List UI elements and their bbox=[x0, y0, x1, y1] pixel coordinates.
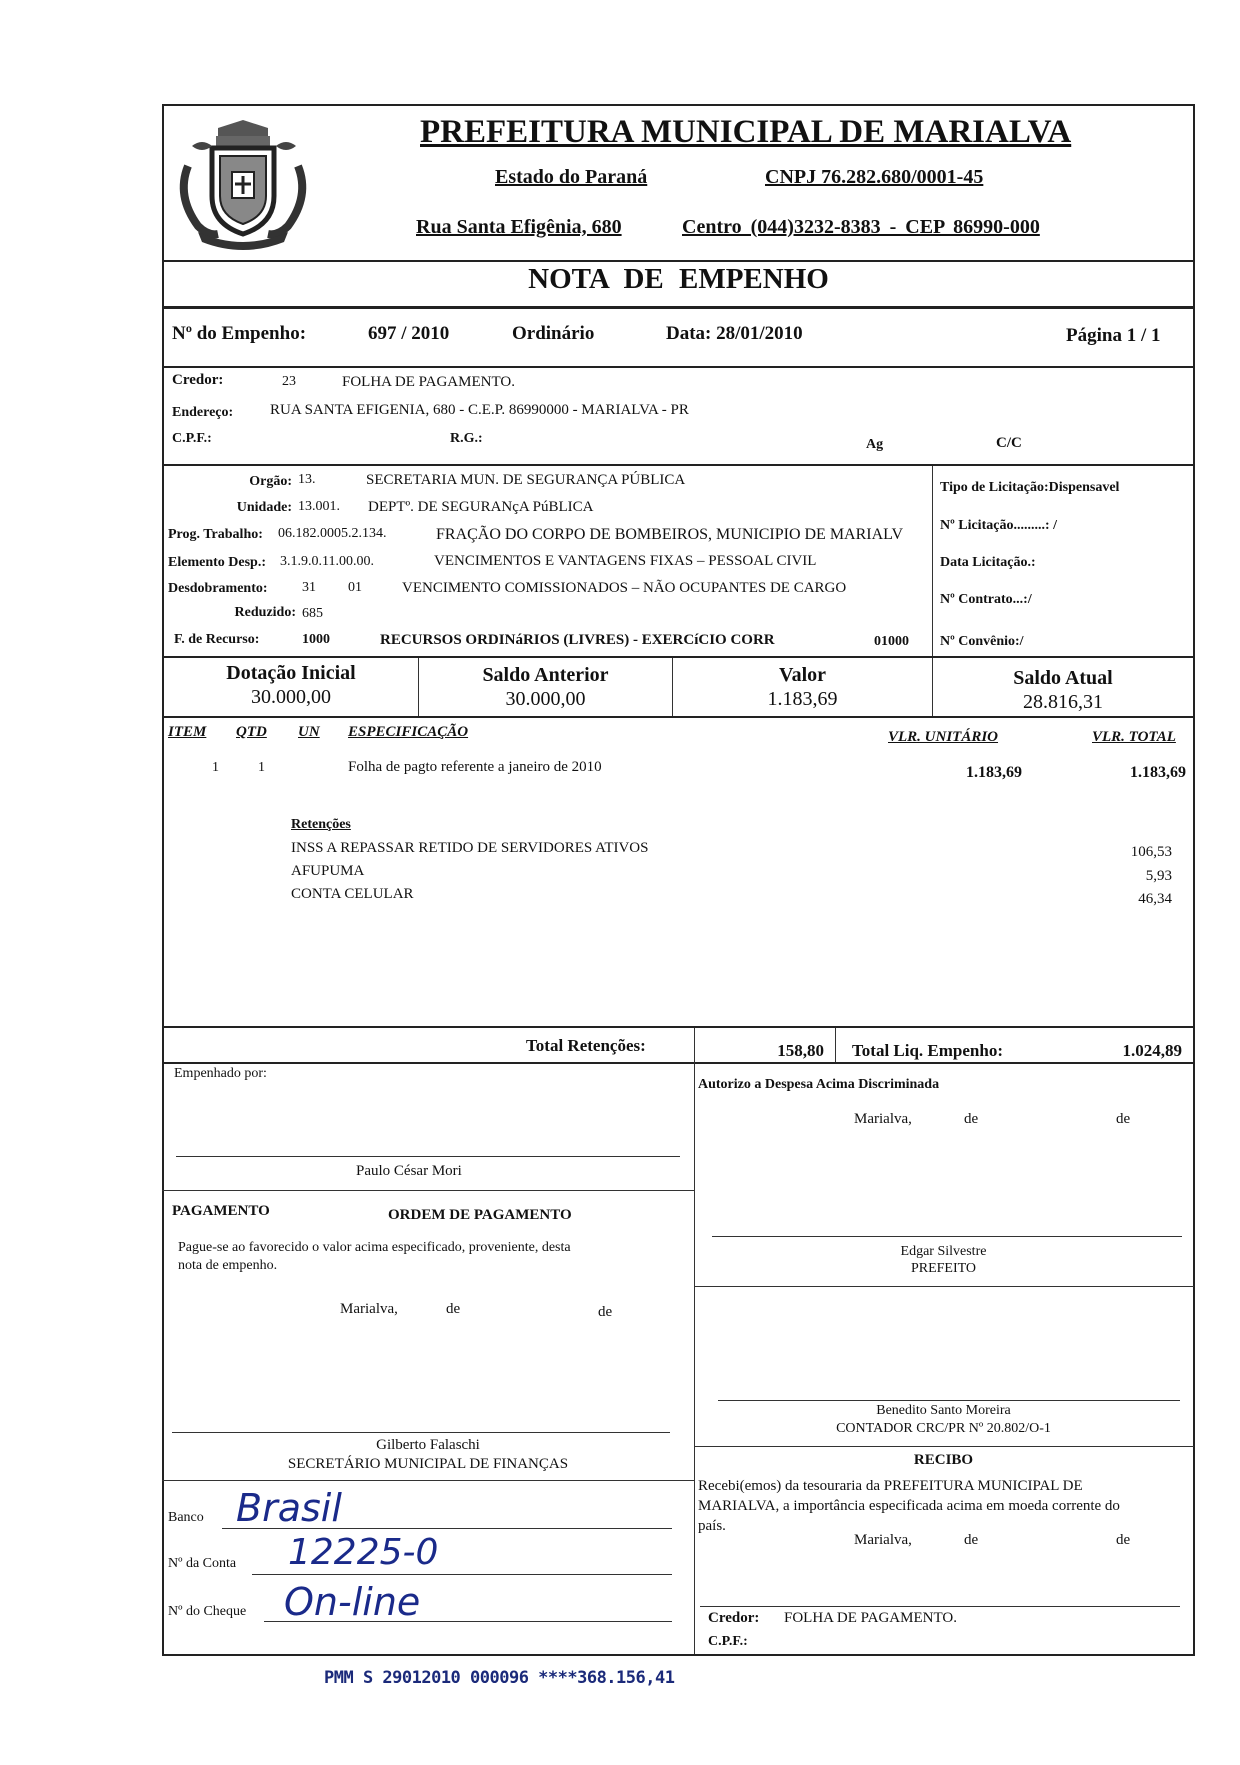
col-qtd: QTD bbox=[236, 724, 267, 740]
pague-se-text: nota de empenho. bbox=[178, 1258, 278, 1273]
recibo-credor-name: FOLHA DE PAGAMENTO. bbox=[784, 1610, 957, 1626]
secretario-name: Gilberto Falaschi bbox=[376, 1437, 480, 1453]
ag-label: Ag bbox=[866, 437, 884, 452]
prog-code: 06.182.0005.2.134. bbox=[278, 526, 387, 541]
retencao-value: 106,53 bbox=[1130, 844, 1172, 860]
municipal-crest-icon bbox=[168, 106, 318, 256]
date-de: de bbox=[964, 1111, 979, 1127]
prefeito-title: PREFEITO bbox=[910, 1261, 977, 1276]
empenho-number: 697 / 2010 bbox=[368, 323, 450, 344]
total-retencoes-value: 158,80 bbox=[777, 1041, 824, 1060]
recibo-cpf-label: C.P.F.: bbox=[708, 1634, 748, 1649]
item-number: 1 bbox=[212, 760, 219, 775]
total-retencoes-label: Total Retenções: bbox=[526, 1036, 646, 1055]
ordem-pagamento-label: ORDEM DE PAGAMENTO bbox=[388, 1207, 572, 1223]
secretario-title: SECRETÁRIO MUNICIPAL DE FINANÇAS bbox=[287, 1456, 569, 1472]
saldo-anterior-value: 30.000,00 bbox=[505, 688, 586, 710]
elemento-code: 3.1.9.0.11.00.00. bbox=[280, 554, 374, 569]
item-total-value: 1.183,69 bbox=[1130, 764, 1186, 781]
data-licitacao: Data Licitação.: bbox=[940, 555, 1036, 570]
marialva-date-label: Marialva, bbox=[854, 1111, 912, 1127]
unidade-code: 13.001. bbox=[298, 499, 340, 514]
saldo-atual-label: Saldo Atual bbox=[1013, 667, 1113, 689]
desdobramento-code1: 31 bbox=[302, 580, 316, 595]
cheque-handwritten: On-line bbox=[284, 1580, 421, 1624]
divider bbox=[162, 1190, 694, 1191]
signature-line bbox=[176, 1156, 680, 1157]
col-vlr-unitario: VLR. UNITÁRIO bbox=[888, 729, 999, 745]
date-de: de bbox=[964, 1532, 979, 1548]
col-un: UN bbox=[298, 724, 320, 740]
pagamento-label: PAGAMENTO bbox=[172, 1203, 270, 1219]
marialva-date-label: Marialva, bbox=[340, 1301, 398, 1317]
retencao-desc: INSS A REPASSAR RETIDO DE SERVIDORES ATIVOS bbox=[291, 840, 649, 856]
unidade-name: DEPTº. DE SEGURANçA PúBLICA bbox=[368, 499, 594, 515]
divider bbox=[162, 366, 1195, 368]
retencoes-title: Retenções bbox=[291, 817, 351, 832]
retencao-value: 5,93 bbox=[1145, 868, 1172, 884]
orgao-label: Orgão: bbox=[249, 474, 292, 489]
saldo-anterior-label: Saldo Anterior bbox=[482, 664, 609, 686]
rg-label: R.G.: bbox=[450, 431, 483, 446]
prefeito-name: Edgar Silvestre bbox=[900, 1244, 987, 1259]
divider bbox=[932, 466, 933, 658]
pague-se-text: Pague-se ao favorecido o valor acima especificado, proveniente, desta bbox=[178, 1240, 571, 1255]
total-liquido-value: 1.024,89 bbox=[1122, 1041, 1182, 1060]
recurso-code: 1000 bbox=[302, 632, 330, 647]
empenho-number-label: Nº do Empenho: bbox=[172, 323, 307, 344]
banco-handwritten: Brasil bbox=[236, 1486, 342, 1530]
signature-line bbox=[712, 1236, 1182, 1237]
recurso-label: F. de Recurso: bbox=[174, 632, 260, 647]
item-qtd: 1 bbox=[258, 760, 265, 775]
empenho-type: Ordinário bbox=[512, 323, 595, 344]
divider bbox=[162, 464, 1195, 466]
desdobramento-name: VENCIMENTO COMISSIONADOS – NÃO OCUPANTES DE CARGO bbox=[402, 580, 847, 596]
prog-label: Prog. Trabalho: bbox=[168, 527, 263, 542]
marialva-date-label: Marialva, bbox=[854, 1532, 912, 1548]
divider bbox=[162, 260, 1195, 262]
cpf-label: C.P.F.: bbox=[172, 431, 212, 446]
page-title: PREFEITURA MUNICIPAL DE MARIALVA bbox=[420, 114, 1072, 150]
date-de: de bbox=[1116, 1532, 1131, 1548]
empenhado-por-name: Paulo César Mori bbox=[356, 1163, 462, 1179]
recibo-text: país. bbox=[698, 1518, 726, 1534]
conta-handwritten: 12225-0 bbox=[288, 1532, 439, 1573]
signature-line bbox=[700, 1606, 1180, 1607]
numero-contrato: Nº Contrato...:/ bbox=[940, 592, 1032, 607]
divider bbox=[694, 1286, 1194, 1287]
divider bbox=[162, 656, 1195, 658]
endereco-label: Endereço: bbox=[172, 405, 234, 420]
date-de: de bbox=[446, 1301, 461, 1317]
recurso-code2: 01000 bbox=[874, 634, 909, 649]
cc-label: C/C bbox=[996, 435, 1022, 451]
saldo-atual-value: 28.816,31 bbox=[1023, 691, 1103, 713]
recurso-name: RECURSOS ORDINáRIOS (LIVRES) - EXERCíCIO CORR bbox=[380, 632, 775, 648]
divider bbox=[162, 1062, 1195, 1064]
contador-title: CONTADOR CRC/PR Nº 20.802/O-1 bbox=[836, 1421, 1051, 1436]
desdobramento-code2: 01 bbox=[348, 580, 362, 595]
state-label: Estado do Paraná bbox=[495, 166, 648, 188]
signature-line bbox=[172, 1432, 670, 1433]
numero-convenio: Nº Convênio:/ bbox=[940, 634, 1024, 649]
banco-label: Banco bbox=[168, 1510, 204, 1525]
conta-line bbox=[252, 1574, 672, 1575]
elemento-label: Elemento Desp.: bbox=[168, 555, 266, 570]
autorizo-label: Autorizo a Despesa Acima Discriminada bbox=[698, 1077, 940, 1092]
elemento-name: VENCIMENTOS E VANTAGENS FIXAS – PESSOAL CIVIL bbox=[434, 553, 817, 569]
cnpj-label: CNPJ 76.282.680/0001-45 bbox=[765, 166, 984, 188]
recibo-text: MARIALVA, a importância especificada acima em moeda corrente do bbox=[698, 1498, 1120, 1514]
dotacao-value: 30.000,00 bbox=[251, 686, 331, 708]
frame-left bbox=[162, 104, 164, 1656]
endereco-value: RUA SANTA EFIGENIA, 680 - C.E.P. 86990000 - MARIALVA - PR bbox=[270, 402, 689, 418]
divider bbox=[162, 716, 1195, 718]
recibo-title: RECIBO bbox=[913, 1452, 974, 1468]
item-description: Folha de pagto referente a janeiro de 2010 bbox=[348, 759, 602, 775]
conta-label: Nº da Conta bbox=[168, 1556, 237, 1571]
reduzido-label: Reduzido: bbox=[234, 605, 296, 620]
address-label: Rua Santa Efigênia, 680 bbox=[416, 216, 622, 238]
empenho-date: Data: 28/01/2010 bbox=[666, 323, 803, 344]
district-phone-cep-label: Centro (044)3232-8383 - CEP 86990-000 bbox=[682, 216, 1040, 238]
credor-code: 23 bbox=[282, 374, 296, 389]
contador-name: Benedito Santo Moreira bbox=[876, 1403, 1011, 1418]
divider bbox=[835, 1028, 836, 1064]
desdobramento-label: Desdobramento: bbox=[168, 581, 268, 596]
dotacao-label: Dotação Inicial bbox=[226, 662, 356, 684]
col-vlr-total: VLR. TOTAL bbox=[1092, 729, 1176, 745]
divider bbox=[694, 1446, 1194, 1447]
frame-right bbox=[1193, 104, 1195, 1656]
payment-stamp: PMM S 29012010 000096 ****368.156,41 bbox=[324, 1668, 675, 1688]
recibo-text: Recebi(emos) da tesouraria da PREFEITURA MUNICIPAL DE bbox=[698, 1478, 1083, 1494]
orgao-code: 13. bbox=[298, 472, 316, 487]
col-especificacao: ESPECIFICAÇÃO bbox=[348, 724, 469, 740]
date-de: de bbox=[1116, 1111, 1131, 1127]
numero-licitacao: Nº Licitação.........: / bbox=[940, 518, 1057, 533]
total-liquido-label: Total Liq. Empenho: bbox=[852, 1041, 1003, 1060]
recibo-credor-label: Credor: bbox=[708, 1610, 760, 1626]
cheque-label: Nº do Cheque bbox=[168, 1604, 247, 1619]
divider bbox=[694, 1028, 695, 1064]
retencao-desc: CONTA CELULAR bbox=[291, 886, 414, 902]
tipo-licitacao: Tipo de Licitação:Dispensavel bbox=[940, 480, 1120, 495]
divider bbox=[694, 1062, 695, 1654]
orgao-name: SECRETARIA MUN. DE SEGURANÇA PÚBLICA bbox=[366, 472, 686, 488]
item-unit-value: 1.183,69 bbox=[966, 764, 1022, 781]
empenhado-por-label: Empenhado por: bbox=[174, 1066, 267, 1081]
document-title: NOTA DE EMPENHO bbox=[528, 263, 829, 295]
retencao-value: 46,34 bbox=[1138, 891, 1172, 907]
prog-name: FRAÇÃO DO CORPO DE BOMBEIROS, MUNICIPIO DE MARIALV bbox=[436, 526, 904, 543]
retencao-desc: AFUPUMA bbox=[291, 863, 365, 879]
frame-bottom bbox=[162, 1654, 1195, 1656]
divider bbox=[162, 306, 1195, 309]
valor-value: 1.183,69 bbox=[767, 688, 838, 710]
divider bbox=[162, 1480, 694, 1481]
date-de: de bbox=[598, 1304, 613, 1320]
col-item: ITEM bbox=[168, 724, 207, 740]
credor-name: FOLHA DE PAGAMENTO. bbox=[342, 374, 515, 390]
page-number: Página 1 / 1 bbox=[1066, 325, 1161, 346]
reduzido-value: 685 bbox=[302, 606, 323, 621]
valor-label: Valor bbox=[778, 664, 827, 686]
divider bbox=[162, 1026, 1195, 1028]
unidade-label: Unidade: bbox=[236, 500, 292, 515]
credor-label: Credor: bbox=[172, 372, 224, 388]
signature-line bbox=[718, 1400, 1180, 1401]
